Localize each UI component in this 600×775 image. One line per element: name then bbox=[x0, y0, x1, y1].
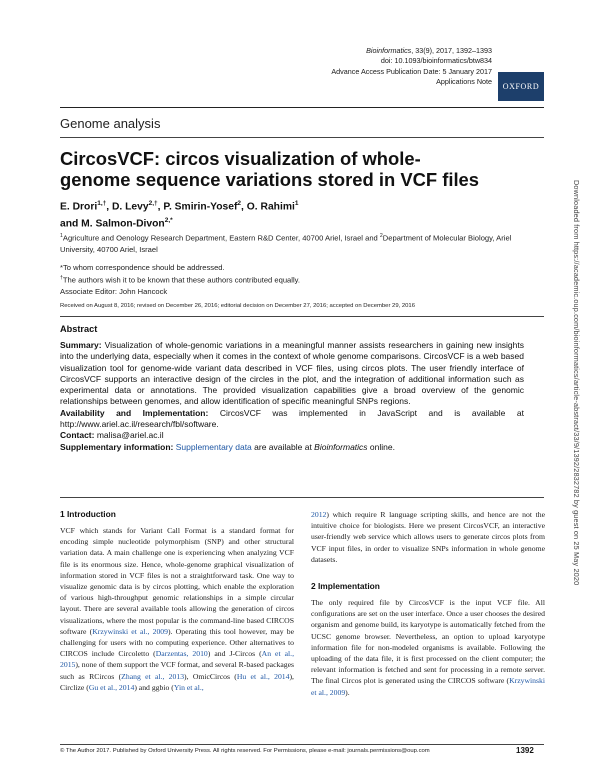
abstract-supplementary bbox=[60, 442, 524, 453]
author: E. Drori bbox=[60, 201, 98, 213]
left-column bbox=[60, 509, 294, 693]
intro-text: ) and J-Circos ( bbox=[207, 649, 262, 659]
intro-text: ) and ggbio ( bbox=[134, 682, 174, 692]
author: P. Smirin-Yosef bbox=[163, 201, 238, 213]
implementation-text-end: ). bbox=[345, 687, 350, 697]
section-divider bbox=[60, 137, 544, 138]
header-divider bbox=[60, 107, 544, 108]
author-sup: 2,* bbox=[164, 217, 173, 225]
supp-mid: are available at bbox=[251, 441, 315, 452]
footer-divider bbox=[60, 744, 544, 745]
citation-link[interactable]: Gu et al., 2014 bbox=[88, 682, 135, 692]
intro-text: ), none of them support the VCF format, and several R-based packages such as RCircos ( bbox=[60, 660, 294, 681]
supp-journal: Bioinformatics bbox=[314, 441, 368, 452]
intro-paragraph bbox=[60, 525, 294, 693]
availability-text: CircosVCF was implemented in JavaScript and is available at http://www.ariel.ac.il/research/fbl/software. bbox=[60, 407, 524, 430]
availability-label: Availability and Implementation: bbox=[60, 407, 209, 418]
journal-citation bbox=[331, 46, 492, 56]
intro-text: VCF which stands for Variant Call Format is a standard format for encoding simple nucleotide polymorphism (SNP) and other structural variation data. A main challenge one is experiencing when analyzing VCF file is its enormous size. Hence, whole-genome graphical visualization of information stored in VCF files is not a straightforward task. One way to visualize genomic data is by circos plotting, which enable the exploration of various high-throughput genomic relationships in a simple circular layout. There are several available tools allowing the generation of circos visualizations, where the most popular is the command-line based CIRCOS software ( bbox=[60, 526, 294, 636]
equal-contribution-note bbox=[60, 273, 544, 286]
abstract-contact bbox=[60, 430, 524, 441]
citation-link[interactable]: Yin et al., bbox=[173, 682, 204, 692]
oxford-logo: OXFORD bbox=[498, 72, 544, 101]
author-sep: , bbox=[241, 201, 247, 213]
supplementary-data-link[interactable]: Supplementary data bbox=[173, 441, 252, 452]
download-stamp-text: Downloaded from https://academic.oup.com/bioinformatics/article-abstract/33/9/1392/2832782 by guest on 25 May 2020 bbox=[572, 180, 581, 586]
advance-access-date: Advance Access Publication Date: 5 January 2017 bbox=[331, 66, 492, 76]
abstract-divider bbox=[60, 316, 544, 317]
article-type: Applications Note bbox=[436, 77, 492, 87]
summary-label: Summary: bbox=[60, 340, 102, 350]
author-sup: 1,† bbox=[97, 200, 107, 207]
right-column bbox=[311, 509, 545, 698]
correspondence-note: *To whom correspondence should be addressed. bbox=[60, 263, 225, 272]
implementation-paragraph bbox=[311, 597, 545, 698]
citation-link[interactable]: Hu et al., 2014 bbox=[236, 671, 290, 681]
abstract-heading: Abstract bbox=[60, 324, 98, 334]
equal-contribution-text: The authors wish it to be known that these authors contributed equally. bbox=[62, 275, 300, 285]
citation-link[interactable]: An et al., 2015 bbox=[60, 649, 295, 670]
citation-link[interactable]: Zhang et al., 2013 bbox=[121, 671, 185, 681]
affil-sup: 1 bbox=[60, 233, 63, 239]
abstract-body bbox=[60, 340, 524, 453]
page-number: 1392 bbox=[516, 746, 534, 755]
author-sup: 1 bbox=[294, 200, 299, 207]
affiliations bbox=[60, 231, 544, 255]
author-list bbox=[60, 197, 460, 231]
author: D. Levy bbox=[111, 201, 149, 213]
doi: doi: 10.1093/bioinformatics/btw834 bbox=[380, 56, 492, 66]
abstract-summary bbox=[60, 340, 524, 408]
summary-text: Visualization of whole-genomic variations in a meaningful manner assists researchers in gaining new insights into the underlying data, especially when it comes in the context of whole genome comparisons. CircosVCF is a web based visualization tool for genome-wide variant data described in VCF files, using circos plots. The user friendly interface of CircosVCF supports an interactive design of the circles in the plot, and the integration of additional information such as experimental data or annotations. The provided visualization capabilities give a broad overview of the genomic relationships between genomes, and allow identification of specific meaningful SNPs regions. bbox=[60, 340, 524, 407]
associate-editor: Associate Editor: John Hancock bbox=[60, 286, 168, 296]
intro-heading: 1 Introduction bbox=[60, 509, 116, 519]
author-sep: and bbox=[60, 218, 82, 230]
supp-end: online. bbox=[367, 441, 395, 452]
intro-text: ). Operating this tool however, may be challenging for users with no computing experience. Other alternatives to CIRCOS include Circoletto ( bbox=[60, 626, 295, 659]
citation-link[interactable]: Krzywinski et al., 2009 bbox=[92, 626, 168, 636]
affil-sup: 2 bbox=[379, 233, 383, 239]
body-divider bbox=[60, 497, 544, 498]
volume-pages: , 33(9), 2017, 1392–1393 bbox=[411, 46, 492, 55]
intro-continued bbox=[311, 509, 545, 565]
article-title: CircosVCF: circos visualization of whole-genome sequence variations stored in VCF files bbox=[60, 148, 480, 190]
copyright-notice: © The Author 2017. Published by Oxford University Press. All rights reserved. For Permissions, please e-mail: journals.permissions@oup.com bbox=[60, 748, 430, 754]
author-sep: , bbox=[106, 201, 112, 213]
intro-continued-text: ) which require R language scripting skills, and hence are not the intuitive choice for biologists. Here we present CircosVCF, an interactive user-friendly web service which allows users to generate circos plots from VCF input files, in order to visualize SNPs information in whole genome datasets. bbox=[311, 510, 545, 564]
journal-name: Bioinformatics bbox=[366, 46, 412, 55]
citation-link[interactable]: Darzentas, 2010 bbox=[155, 649, 208, 659]
intro-text: ), OmicCircos ( bbox=[184, 671, 237, 681]
contact-email: malisa@ariel.ac.il bbox=[94, 430, 164, 441]
author-notes bbox=[60, 262, 544, 297]
journal-meta bbox=[331, 46, 492, 88]
affiliation-2: Department of Molecular Biology, Ariel University, 40700 Ariel, Israel bbox=[60, 233, 512, 254]
section-label: Genome analysis bbox=[60, 116, 161, 131]
abstract-availability bbox=[60, 408, 524, 431]
dagger-sup: † bbox=[60, 275, 63, 281]
author-sep: , bbox=[157, 201, 164, 213]
implementation-heading: 2 Implementation bbox=[311, 581, 380, 592]
download-stamp bbox=[569, 180, 583, 765]
citation-link[interactable]: 2012 bbox=[311, 510, 327, 519]
affiliation-1: Agriculture and Oenology Research Department, Eastern R&D Center, 40700 Ariel, Israel and bbox=[62, 233, 380, 243]
received-dates: Received on August 8, 2016; revised on December 26, 2016; editorial decision on December 27, 2016; accepted on December 29, 2016 bbox=[60, 303, 415, 309]
supp-label: Supplementary information: bbox=[60, 441, 174, 452]
author: O. Rahimi bbox=[246, 201, 295, 213]
contact-label: Contact: bbox=[60, 430, 95, 441]
author: M. Salmon-Divon bbox=[81, 218, 165, 230]
implementation-text: The only required file by CircosVCF is the input VCF file. All configurations are set on the user interface. Once a user chooses the desired organism and genome build, its karyotype is automatically fetched from the UCSC genome browser. Nevertheless, an option to upload karyotype information file for non-modeled organisms is available. Following the uploading of the data file, it is first processed on the client computer; the relevant information is fetched and sent for processing in a remote server. The final Circos plot is generated using the CIRCOS software ( bbox=[311, 598, 545, 686]
intro-text: ), Circlize ( bbox=[60, 671, 294, 692]
author-sup: 2,† bbox=[148, 200, 158, 207]
author-sup: 2 bbox=[237, 200, 242, 207]
citation-link[interactable]: Krzywinski et al., 2009 bbox=[311, 676, 545, 697]
